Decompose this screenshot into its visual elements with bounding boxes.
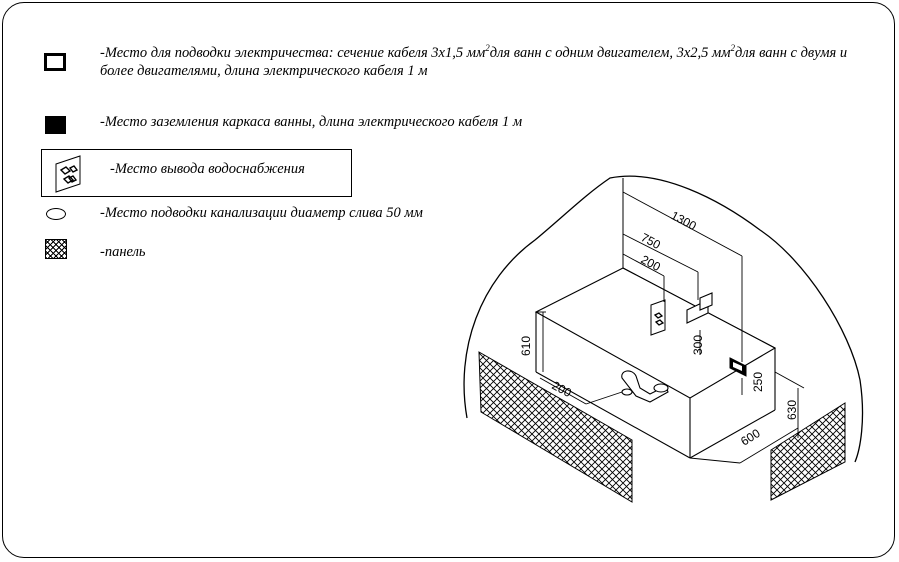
dim-200-left: 200 bbox=[549, 378, 574, 401]
drain-assembly bbox=[622, 371, 668, 402]
dim-600: 600 bbox=[738, 426, 763, 449]
legend-electricity-part1: -Место для подводки электричества: сечение кабеля 3х1,5 мм bbox=[100, 45, 486, 61]
legend-drain-text: -Место подводки канализации диаметр слива 50 мм bbox=[100, 205, 423, 221]
legend-panel-text: -панель bbox=[100, 244, 146, 260]
electrical-outlet bbox=[687, 293, 712, 323]
right-panel bbox=[771, 403, 845, 500]
legend-sup1: 2 bbox=[485, 43, 490, 53]
legend-water-text: -Место вывода водоснабжения bbox=[110, 161, 305, 177]
legend-grounding-text: -Место заземления каркаса ванны, длина электрического кабеля 1 м bbox=[100, 114, 523, 130]
legend-sup2: 2 bbox=[730, 43, 736, 53]
legend-electricity-part2: для ванн с одним двигателем, 3х2,5 мм bbox=[489, 45, 731, 61]
dim-1300: 1300 bbox=[668, 208, 699, 234]
dim-200-top: 200 bbox=[638, 252, 663, 275]
dim-610: 610 bbox=[519, 335, 533, 356]
dim-750: 750 bbox=[638, 230, 663, 253]
water-outlet-icon bbox=[651, 300, 665, 335]
left-panel bbox=[479, 352, 632, 502]
dim-300: 300 bbox=[691, 334, 705, 355]
legend-electricity-part3: для ванн с двумя и более двигателями, длина электрического кабеля 1 м bbox=[100, 45, 848, 79]
dim-250: 250 bbox=[751, 371, 765, 392]
dim-630: 630 bbox=[785, 399, 799, 420]
